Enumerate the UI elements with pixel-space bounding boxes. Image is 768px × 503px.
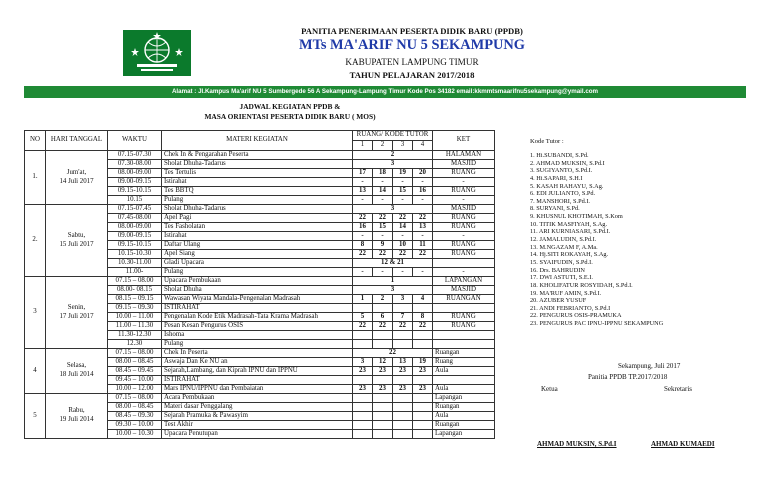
day-date-cell: [46, 151, 108, 205]
day-name: Selasa,: [66, 362, 87, 370]
activity-cell: Pulang: [162, 268, 353, 277]
note-cell: MASJID: [433, 160, 495, 169]
activity-cell: Mars IPNU/IPPNU dan Pembaiatan: [162, 385, 353, 394]
activity-cell: Tes BBTQ: [162, 187, 353, 196]
room-cell: 22: [353, 250, 373, 259]
time-cell: 10.00 – 10.30: [108, 430, 162, 439]
time-cell: 08.45 – 09.30: [108, 412, 162, 421]
room-cell: 22: [413, 322, 433, 331]
time-cell: 08.00 – 08.45: [108, 403, 162, 412]
note-cell: LAPANGAN: [433, 277, 495, 286]
room-cell: [373, 421, 393, 430]
tutor-item: 10. TITIK MASFIYAH, S.Ag.: [530, 220, 608, 228]
room-cell: -: [393, 268, 413, 277]
signature-committee: Panitia PPDB TP.2017/2018: [588, 373, 668, 381]
header-waktu: WAKTU: [108, 131, 162, 151]
room-cell: 14: [373, 187, 393, 196]
signature-place-date: Sekampung, Juli 2017: [618, 362, 681, 370]
note-cell: [433, 340, 495, 349]
room-cell: 11: [413, 241, 433, 250]
note-cell: -: [433, 196, 495, 205]
room-cell: 8: [413, 313, 433, 322]
tutor-item: 3. SUGIYANTO, S.Pd.I.: [530, 167, 593, 175]
time-cell: 07.15 – 08.00: [108, 349, 162, 358]
time-cell: 09.30 – 10.00: [108, 421, 162, 430]
day-date-cell: [46, 394, 108, 439]
activity-cell: Apel Pagi: [162, 214, 353, 223]
room-merged-cell: 3: [353, 205, 433, 214]
room-cell: -: [413, 232, 433, 241]
room-cell: 15: [393, 187, 413, 196]
header-ruang: RUANG/ KODE TUTOR: [353, 131, 433, 141]
activity-cell: Istirahat: [162, 178, 353, 187]
room-cell: [373, 430, 393, 439]
activity-cell: Tes Tertulis: [162, 169, 353, 178]
tutor-item: 2. AHMAD MUKSIN, S.Pd.I: [530, 159, 605, 167]
time-cell: 11.00-: [108, 268, 162, 277]
note-cell: Lapangan: [433, 394, 495, 403]
day-date: 14 Juli 2017: [59, 177, 94, 185]
time-cell: 11.00 – 11.30: [108, 322, 162, 331]
header-ruang-2: 2: [373, 141, 393, 151]
time-cell: 10.15: [108, 196, 162, 205]
day-date: 18 Juli 2014: [59, 371, 94, 378]
room-cell: [413, 394, 433, 403]
time-cell: 08.00-09.00: [108, 223, 162, 232]
room-cell: 23: [373, 385, 393, 394]
room-cell: [413, 412, 433, 421]
tutor-list: [530, 152, 663, 328]
header-ruang-3: 3: [393, 141, 413, 151]
room-cell: [393, 331, 413, 340]
note-cell: RUANG: [433, 322, 495, 331]
day-date: 17 Juli 2017: [59, 312, 94, 320]
table-row: [25, 151, 495, 160]
activity-cell: Chek In & Pengarahan Peserta: [162, 151, 353, 160]
tutor-item: 18. KHOLIFATUR ROSYIDAH, S.Pd.I.: [530, 281, 633, 289]
day-name: Senin,: [67, 303, 86, 311]
room-cell: [393, 376, 413, 385]
activity-cell: Chek In Peserta: [162, 349, 353, 358]
room-merged-cell: 12 & 21: [353, 259, 433, 268]
room-cell: 15: [373, 223, 393, 232]
activity-cell: ISTIRAHAT: [162, 376, 353, 385]
room-cell: 1: [353, 295, 373, 304]
note-cell: RUANG: [433, 313, 495, 322]
time-cell: 09.15-10.15: [108, 187, 162, 196]
room-cell: 23: [373, 367, 393, 376]
room-cell: [353, 304, 373, 313]
tutor-item: 11. ARI KURNIASARI, S.Pd.I.: [530, 228, 611, 236]
note-cell: Aula: [433, 367, 495, 376]
room-cell: 22: [393, 322, 413, 331]
time-cell: 07.45-08.00: [108, 214, 162, 223]
time-cell: 10.30-11.00: [108, 259, 162, 268]
room-cell: 3: [353, 358, 373, 367]
room-cell: 17: [353, 169, 373, 178]
note-cell: -: [433, 232, 495, 241]
time-cell: 07.15-07.30: [108, 151, 162, 160]
header-ket: KET: [433, 131, 495, 151]
time-cell: 10.00 – 11.00: [108, 313, 162, 322]
note-cell: Aula: [433, 412, 495, 421]
room-cell: 22: [413, 214, 433, 223]
room-cell: 23: [413, 367, 433, 376]
tutor-item: 17. DWI ASTUTI, S.E.I.: [530, 274, 593, 282]
activity-cell: Materi dasar Penggalang: [162, 403, 353, 412]
activity-cell: Aswaja Dan Ke NU an: [162, 358, 353, 367]
tutor-item: 16. Drs. BAHRUDIN: [530, 266, 585, 274]
tutor-item: 7. MANSHORI, S.Pd.I.: [530, 197, 591, 205]
note-cell: RUANG: [433, 250, 495, 259]
note-cell: -: [433, 178, 495, 187]
room-cell: [353, 376, 373, 385]
room-cell: 16: [353, 223, 373, 232]
academic-year: TAHUN PELAJARAN 2017/2018: [349, 70, 475, 80]
tutor-item: 5. KASAH RAHAYU, S.Ag.: [530, 182, 604, 190]
activity-cell: Apel Siang: [162, 250, 353, 259]
signature-ketua-name: AHMAD MUKSIN, S.Pd.I: [537, 440, 617, 448]
room-cell: [353, 412, 373, 421]
room-cell: 18: [373, 169, 393, 178]
day-date-cell: [46, 349, 108, 394]
address-bar: Alamat : Jl.Kampus Ma'arif NU 5 Sumbergede 56 A Sekampung-Lampung Timur Kode Pos 34182 email:kkmmtsmaarifnu5sekampung@ymail.com: [24, 86, 746, 98]
time-cell: 11.30-12.30: [108, 331, 162, 340]
room-cell: [413, 340, 433, 349]
tutor-item: 19. MA'RUF AMIN, S.Pd.I.: [530, 289, 602, 297]
activity-cell: Sholat Dhuha: [162, 286, 353, 295]
note-cell: RUANG: [433, 241, 495, 250]
activity-cell: Pulang: [162, 340, 353, 349]
note-cell: RUANG: [433, 169, 495, 178]
activity-cell: Sejarah,Lambang, dan Kiprah IPNU dan IPPNU: [162, 367, 353, 376]
room-cell: [413, 421, 433, 430]
room-cell: [393, 412, 413, 421]
room-cell: [373, 340, 393, 349]
room-cell: 23: [393, 367, 413, 376]
room-cell: [373, 412, 393, 421]
time-cell: 08.00- 08.15: [108, 286, 162, 295]
activity-cell: Sholat Dhuha-Tadarus: [162, 205, 353, 214]
activity-cell: Pesan Kesan Pengurus OSIS: [162, 322, 353, 331]
note-cell: RUANG: [433, 223, 495, 232]
room-cell: 19: [393, 169, 413, 178]
room-cell: 4: [413, 295, 433, 304]
tutor-item: 13. M.NGAZAM F, A.Ma.: [530, 243, 598, 251]
room-cell: -: [373, 178, 393, 187]
activity-cell: Ishoma: [162, 331, 353, 340]
room-cell: -: [413, 178, 433, 187]
signature-sekretaris-name: AHMAD KUMAEDI: [651, 440, 715, 448]
room-cell: 9: [373, 241, 393, 250]
tutor-item: 15. SYAIFUDIN, S.Pd.I.: [530, 258, 593, 266]
time-cell: 10.15-10.30: [108, 250, 162, 259]
room-cell: 22: [353, 214, 373, 223]
header-ruang-4: 4: [413, 141, 433, 151]
tutor-item: 20. AZUBER YUSUF: [530, 297, 587, 305]
day-number: 4: [25, 349, 46, 394]
tutor-item: 22. PENGURUS OSIS-PRAMUKA: [530, 312, 622, 320]
tutor-item: 4. Hi.SAPARI, S.H.I: [530, 174, 583, 182]
day-number: 3: [25, 277, 46, 349]
room-cell: -: [353, 232, 373, 241]
schedule-title: JADWAL KEGIATAN PPDB &: [239, 102, 341, 111]
room-cell: -: [353, 178, 373, 187]
tutor-item: 6. EDI JULIANTO, S.Pd.: [530, 190, 596, 198]
note-cell: Ruang: [433, 358, 495, 367]
room-cell: -: [393, 178, 413, 187]
day-name: Rabu,: [68, 407, 85, 415]
note-cell: -: [433, 268, 495, 277]
room-cell: 20: [413, 169, 433, 178]
activity-cell: Upacara Penutupan: [162, 430, 353, 439]
room-cell: 22: [373, 322, 393, 331]
activity-cell: Tes Fasholatan: [162, 223, 353, 232]
table-row: [25, 394, 495, 403]
time-cell: 07.30-08.00: [108, 160, 162, 169]
tutor-item: 23. PENGURUS PAC IPNU-IPPNU SEKAMPUNG: [530, 320, 664, 328]
note-cell: [433, 304, 495, 313]
time-cell: 07.15 – 08.00: [108, 394, 162, 403]
room-cell: 23: [413, 385, 433, 394]
room-cell: 22: [353, 322, 373, 331]
room-merged-cell: 3: [353, 286, 433, 295]
activity-cell: Pulang: [162, 196, 353, 205]
room-cell: [353, 331, 373, 340]
room-cell: -: [353, 196, 373, 205]
room-cell: [413, 331, 433, 340]
room-cell: 5: [353, 313, 373, 322]
room-cell: -: [413, 196, 433, 205]
room-cell: [413, 376, 433, 385]
header-ruang-1: 1: [353, 141, 373, 151]
room-merged-cell: 22: [353, 349, 433, 358]
school-logo: [123, 30, 191, 76]
signature-sekretaris-label: Sekretaris: [664, 385, 692, 393]
day-date: 15 Juli 2017: [59, 240, 94, 248]
room-cell: [373, 331, 393, 340]
header-materi: MATERI KEGIATAN: [162, 131, 353, 151]
activity-cell: Gladi Upacara: [162, 259, 353, 268]
room-cell: 22: [393, 250, 413, 259]
day-number: 2.: [25, 205, 46, 277]
activity-cell: Sejarah Pramuka & Pawasyim: [162, 412, 353, 421]
time-cell: 09.15-10.15: [108, 241, 162, 250]
time-cell: 07.15 – 08.00: [108, 277, 162, 286]
room-cell: -: [373, 268, 393, 277]
time-cell: 09.00-09.15: [108, 178, 162, 187]
room-cell: [413, 403, 433, 412]
day-date-cell: [46, 205, 108, 277]
room-cell: [373, 304, 393, 313]
table-row: [25, 349, 495, 358]
room-cell: [393, 394, 413, 403]
room-cell: 22: [373, 250, 393, 259]
table-row: [25, 205, 495, 214]
activity-cell: Wawasan Wiyata Mandala-Pengenalan Madrasah: [162, 295, 353, 304]
room-cell: 23: [353, 385, 373, 394]
note-cell: Lapangan: [433, 430, 495, 439]
activity-cell: Istirahat: [162, 232, 353, 241]
activity-cell: Pengenalan Kode Etik Madrasah-Tata Krama Madrasah: [162, 313, 353, 322]
day-name: Sabtu,: [67, 231, 86, 239]
room-merged-cell: 3: [353, 160, 433, 169]
room-cell: 2: [373, 295, 393, 304]
day-date-cell: [46, 277, 108, 349]
room-cell: -: [353, 268, 373, 277]
room-cell: [353, 340, 373, 349]
time-cell: 09.45 – 10.00: [108, 376, 162, 385]
room-cell: 12: [373, 358, 393, 367]
day-number: 5: [25, 394, 46, 439]
tutor-item: 9. KHUSNUL KHOTIMAH, S.Kom: [530, 213, 623, 221]
note-cell: MASJID: [433, 205, 495, 214]
time-cell: 09.00-09.15: [108, 232, 162, 241]
time-cell: 08.00-09.00: [108, 169, 162, 178]
room-cell: [353, 430, 373, 439]
room-cell: [373, 394, 393, 403]
room-cell: [353, 403, 373, 412]
tutor-item: 14. Hj.SITI ROKAYAH, S.Ag.: [530, 251, 609, 259]
room-cell: -: [373, 232, 393, 241]
tutor-code-title: Kode Tutor :: [530, 138, 564, 145]
header-no: NO: [25, 131, 46, 151]
time-cell: 08.45 – 09.45: [108, 367, 162, 376]
room-cell: 22: [413, 250, 433, 259]
room-cell: 13: [353, 187, 373, 196]
room-cell: 22: [393, 214, 413, 223]
room-cell: [353, 421, 373, 430]
day-name: Jum'at,: [66, 168, 87, 176]
room-merged-cell: 1: [353, 277, 433, 286]
day-number: 1.: [25, 151, 46, 205]
room-merged-cell: 2: [353, 151, 433, 160]
note-cell: Ruangan: [433, 403, 495, 412]
activity-cell: ISTIRAHAT: [162, 304, 353, 313]
room-cell: [373, 376, 393, 385]
header-hari-tanggal: HARI TANGGAL: [46, 131, 108, 151]
tutor-item: 1. Hi.SUBANDI, S.Pd.: [530, 152, 589, 159]
tutor-item: 8. SURYANI, S.Pd.: [530, 205, 580, 213]
room-cell: -: [413, 268, 433, 277]
room-cell: [393, 403, 413, 412]
day-date: 19 Juli 2014: [59, 416, 94, 423]
room-cell: 16: [413, 187, 433, 196]
note-cell: RUANG: [433, 187, 495, 196]
time-cell: 08.00 – 08.45: [108, 358, 162, 367]
activity-cell: Test Akhir: [162, 421, 353, 430]
room-cell: 13: [393, 358, 413, 367]
room-cell: 3: [393, 295, 413, 304]
room-cell: 7: [393, 313, 413, 322]
note-cell: HALAMAN: [433, 151, 495, 160]
activity-cell: Upacara Pembukaan: [162, 277, 353, 286]
tutor-item: 12. JAMALUDIN, S.Pd.I.: [530, 236, 597, 244]
activity-cell: Acara Pembukaan: [162, 394, 353, 403]
room-cell: [353, 394, 373, 403]
room-cell: [393, 304, 413, 313]
room-cell: [393, 430, 413, 439]
tutor-item: 21. ANDI FEBRIANTO, S.Pd.I: [530, 304, 611, 312]
room-cell: -: [393, 196, 413, 205]
room-cell: [393, 421, 413, 430]
room-cell: -: [373, 196, 393, 205]
schedule-subtitle: MASA ORIENTASI PESERTA DIDIK BARU ( MOS): [204, 112, 376, 121]
note-cell: [433, 331, 495, 340]
room-cell: -: [393, 232, 413, 241]
time-cell: 09.15 – 09.30: [108, 304, 162, 313]
note-cell: RUANGAN: [433, 295, 495, 304]
room-cell: [413, 430, 433, 439]
room-cell: [393, 340, 413, 349]
note-cell: Ruangan: [433, 349, 495, 358]
note-cell: MASJID: [433, 286, 495, 295]
note-cell: [433, 259, 495, 268]
schedule-table: [24, 130, 495, 439]
room-cell: 13: [413, 223, 433, 232]
room-cell: [373, 403, 393, 412]
room-cell: 23: [353, 367, 373, 376]
school-name: MTs MA'ARIF NU 5 SEKAMPUNG: [299, 37, 525, 53]
note-cell: Aula: [433, 385, 495, 394]
note-cell: [433, 376, 495, 385]
time-cell: 10.00 – 12.00: [108, 385, 162, 394]
room-cell: 23: [393, 385, 413, 394]
table-row: [25, 277, 495, 286]
room-cell: 22: [373, 214, 393, 223]
note-cell: Ruangan: [433, 421, 495, 430]
room-cell: [413, 304, 433, 313]
regency-heading: KABUPATEN LAMPUNG TIMUR: [345, 57, 479, 67]
room-cell: 8: [353, 241, 373, 250]
room-cell: 10: [393, 241, 413, 250]
note-cell: RUANG: [433, 214, 495, 223]
room-cell: 19: [413, 358, 433, 367]
time-cell: 07.15-07.45: [108, 205, 162, 214]
time-cell: 12.30: [108, 340, 162, 349]
room-cell: 14: [393, 223, 413, 232]
committee-heading: PANITIA PENERIMAAN PESERTA DIDIK BARU (PPDB): [301, 26, 523, 36]
room-cell: 6: [373, 313, 393, 322]
activity-cell: Sholat Dhuha-Tadarus: [162, 160, 353, 169]
activity-cell: Daftar Ulang: [162, 241, 353, 250]
time-cell: 08.15 – 09.15: [108, 295, 162, 304]
signature-ketua-label: Ketua: [541, 385, 558, 393]
